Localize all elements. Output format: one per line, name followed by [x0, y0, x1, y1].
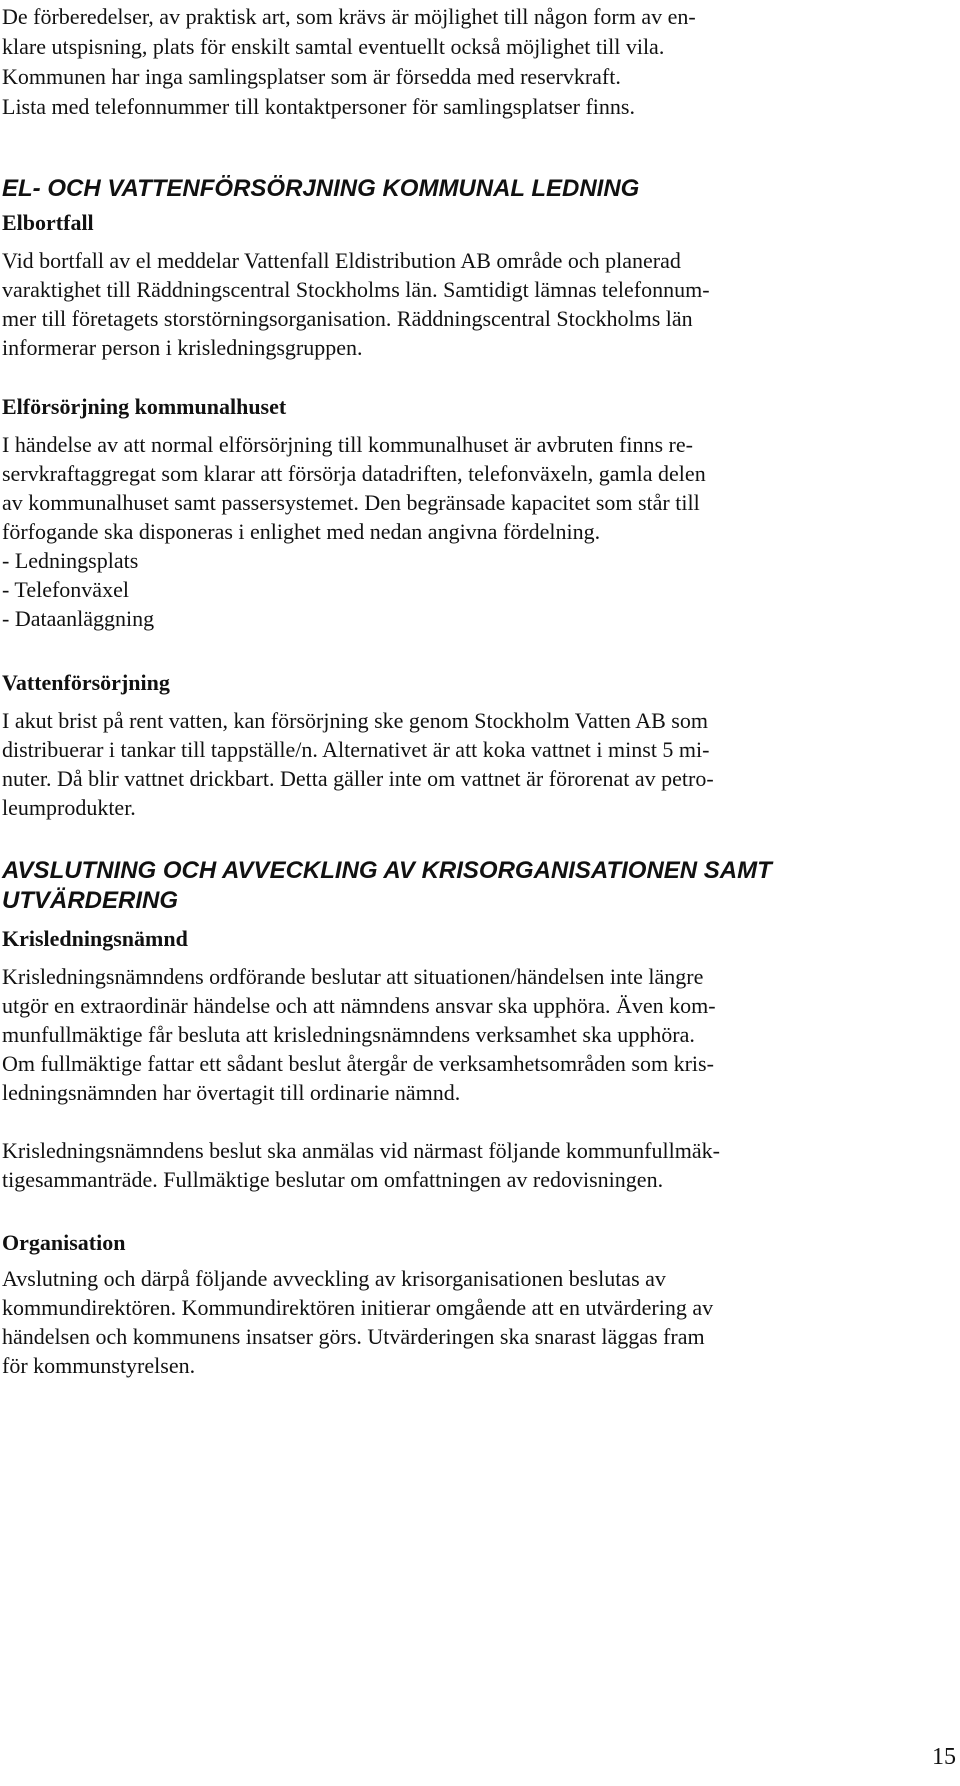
section-heading-continued: UTVÄRDERING	[2, 887, 179, 914]
text-line: mer till företagets storstörningsorganisation. Räddningscentral Stockholms län	[2, 306, 693, 331]
text-line: munfullmäktige får besluta att krisledningsnämndens verksamhet ska upphöra.	[2, 1022, 695, 1047]
list-item: - Telefonväxel	[2, 577, 129, 602]
list-item: - Ledningsplats	[2, 548, 139, 573]
text-line: leumprodukter.	[2, 795, 136, 820]
text-line: Om fullmäktige fattar ett sådant beslut återgår de verksamhetsområden som kris-	[2, 1051, 714, 1076]
text-line: I händelse av att normal elförsörjning till kommunalhuset är avbruten finns re-	[2, 432, 693, 457]
text-line: förfogande ska disponeras i enlighet med nedan angivna fördelning.	[2, 519, 601, 544]
text-line: varaktighet till Räddningscentral Stockholms län. Samtidigt lämnas telefonnum-	[2, 277, 710, 302]
text-line: klare utspisning, plats för enskilt samtal eventuellt också möjlighet till vila.	[2, 34, 665, 59]
text-line: Vid bortfall av el meddelar Vattenfall Eldistribution AB område och planerad	[2, 248, 681, 273]
subheading-elbortfall: Elbortfall	[2, 210, 94, 235]
text-line: De förberedelser, av praktisk art, som krävs är möjlighet till någon form av en-	[2, 4, 696, 29]
text-line: Krisledningsnämndens ordförande beslutar att situationen/händelsen inte längre	[2, 964, 704, 989]
text-line: Lista med telefonnummer till kontaktpersoner för samlingsplatser finns.	[2, 94, 635, 119]
page-number: 15	[932, 1744, 956, 1770]
section-heading: EL- OCH VATTENFÖRSÖRJNING KOMMUNAL LEDNING	[2, 175, 640, 202]
section-heading: AVSLUTNING OCH AVVECKLING AV KRISORGANISATIONEN SAMT	[2, 857, 772, 884]
text-line: I akut brist på rent vatten, kan försörjning ske genom Stockholm Vatten AB som	[2, 708, 708, 733]
subheading-krisledningsnamnd: Krisledningsnämnd	[2, 926, 188, 951]
text-line: nuter. Då blir vattnet drickbart. Detta gäller inte om vattnet är förorenat av petro-	[2, 766, 714, 791]
text-line: händelsen och kommunens insatser görs. Utvärderingen ska snarast läggas fram	[2, 1324, 705, 1349]
text-line: för kommunstyrelsen.	[2, 1353, 196, 1378]
subheading-elforsorjning: Elförsörjning kommunalhuset	[2, 394, 287, 419]
text-line: av kommunalhuset samt passersystemet. Den begränsade kapacitet som står till	[2, 490, 700, 515]
text-line: Kommunen har inga samlingsplatser som är försedda med reservkraft.	[2, 64, 621, 89]
list-item: - Dataanläggning	[2, 606, 155, 631]
text-line: servkraftaggregat som klarar att försörja datadriften, telefonväxeln, gamla delen	[2, 461, 706, 486]
text-line: ledningsnämnden har övertagit till ordinarie nämnd.	[2, 1080, 461, 1105]
text-line: tigesammanträde. Fullmäktige beslutar om omfattningen av redovisningen.	[2, 1167, 664, 1192]
text-line: kommundirektören. Kommundirektören initierar omgående att en utvärdering av	[2, 1295, 714, 1320]
text-line: informerar person i krisledningsgruppen.	[2, 335, 363, 360]
text-line: utgör en extraordinär händelse och att nämndens ansvar ska upphöra. Även kom-	[2, 993, 716, 1018]
text-line: Avslutning och därpå följande avveckling av krisorganisationen beslutas av	[2, 1266, 666, 1291]
text-line: distribuerar i tankar till tappställe/n. Alternativet är att koka vattnet i minst 5 mi-	[2, 737, 710, 762]
subheading-organisation: Organisation	[2, 1230, 126, 1255]
text-line: Krisledningsnämndens beslut ska anmälas vid närmast följande kommunfullmäk-	[2, 1138, 720, 1163]
subheading-vattenforsorjning: Vattenförsörjning	[2, 670, 170, 695]
